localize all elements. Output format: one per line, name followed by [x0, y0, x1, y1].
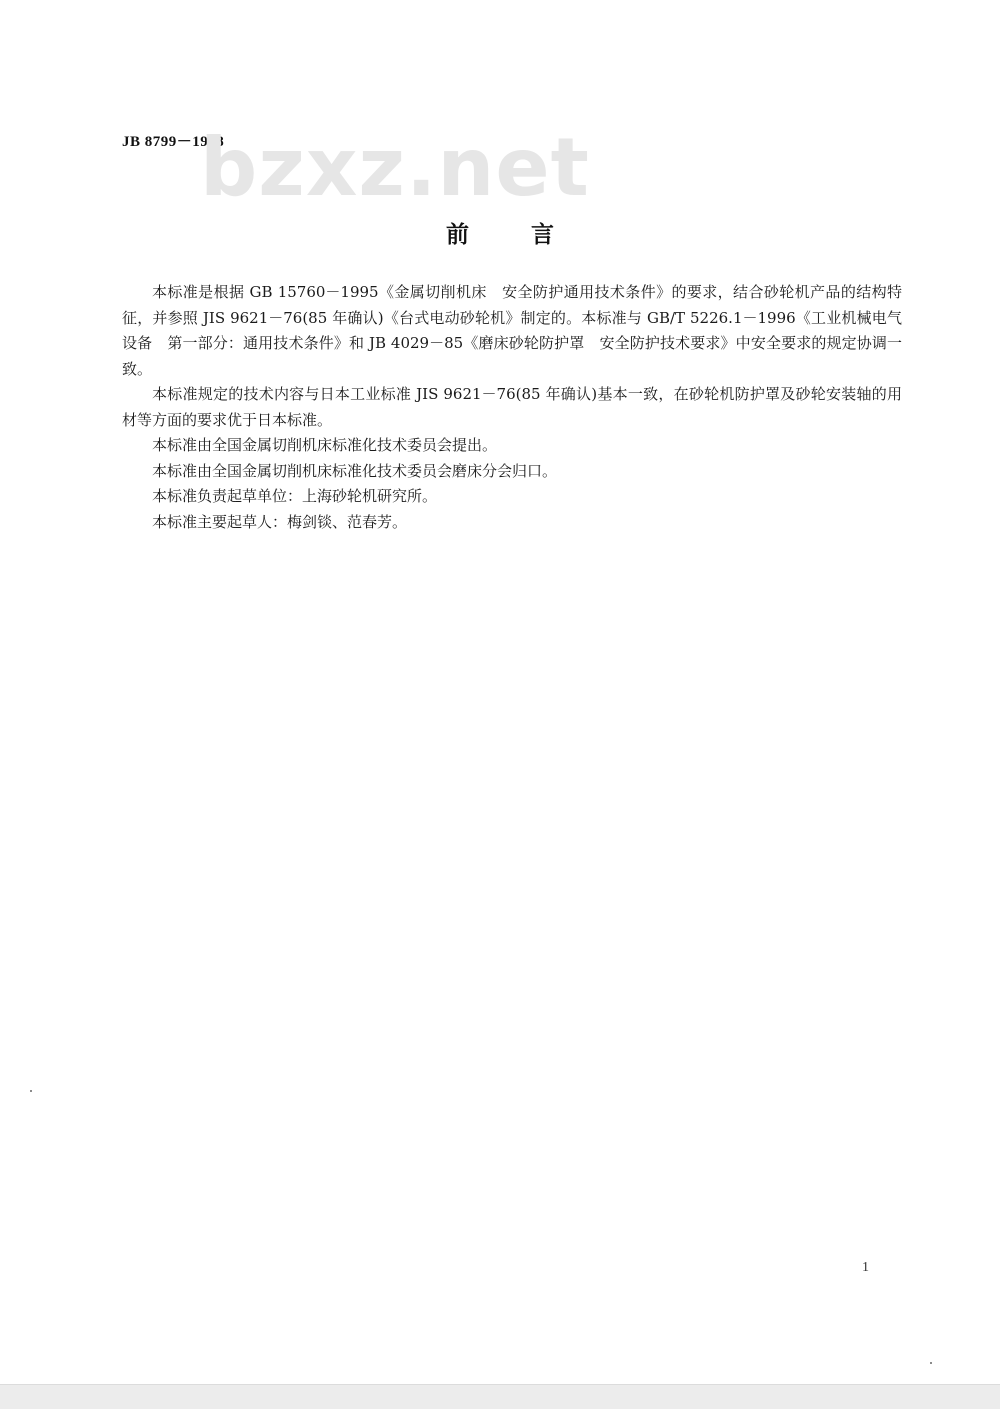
viewer-bottom-strip	[0, 1384, 1000, 1409]
paragraph-4: 本标准由全国金属切削机床标准化技术委员会磨床分会归口。	[152, 461, 558, 480]
paragraph-3: 本标准由全国金属切削机床标准化技术委员会提出。	[152, 436, 498, 454]
foreword-body	[122, 280, 902, 535]
paragraph-5: 本标准负责起草单位：上海砂轮机研究所。	[152, 487, 438, 505]
scan-speck	[30, 1090, 32, 1092]
page-title: 前言	[446, 222, 616, 248]
paragraph-1: 本标准是根据 GB 15760－1995《金属切削机床 安全防护通用技术条件》的要求，结合砂轮机产品的结构特征，并参照 JIS 9621－76(85 年确认)《台式电动砂轮机》制定的。本标准与 GB/T 5226.1－1996《工业机械电气设备 第一部分：通用技术条件》和 JB 4029－85《磨床砂轮防护罩 安全防护技术要求》中安全要求的规定协调一致。	[122, 283, 902, 378]
paragraph-2: 本标准规定的技术内容与日本工业标准 JIS 9621－76(85 年确认)基本一致，在砂轮机防护罩及砂轮安装轴的用材等方面的要求优于日本标准。	[122, 385, 902, 429]
scan-speck	[930, 1362, 932, 1364]
watermark: bzxz.net	[200, 121, 590, 214]
page-number: 1	[862, 1260, 869, 1275]
paragraph-6: 本标准主要起草人：梅剑锬、范春芳。	[152, 512, 408, 531]
document-code: JB 8799－1998	[122, 134, 225, 150]
